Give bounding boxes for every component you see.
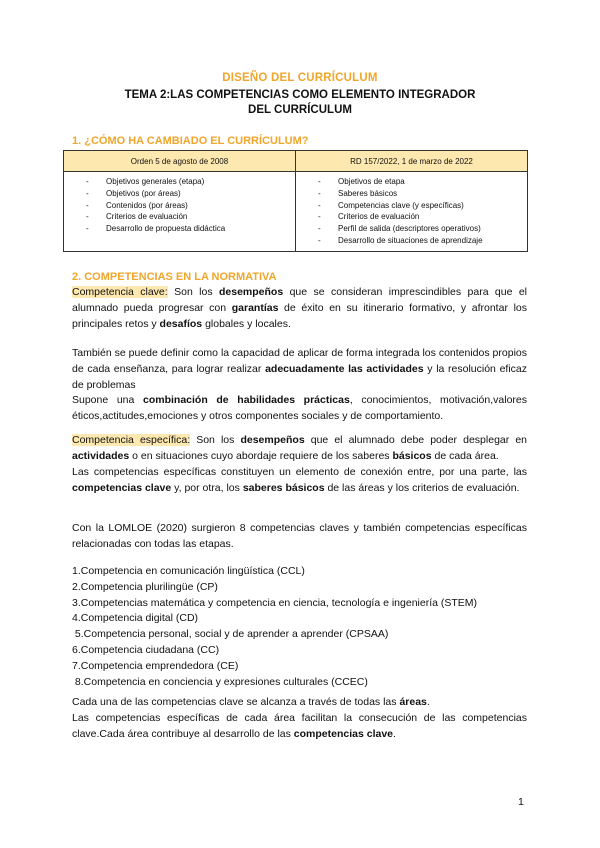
list-item: 2.Competencia plurilingüe (CP) (72, 580, 218, 593)
text-run: Cada una de las competencias clave se alcanza a través de todas las (72, 696, 400, 708)
list-item: 8.Competencia en conciencia y expresiones culturales (CCEC) (72, 675, 368, 688)
document-subtitle (0, 88, 600, 118)
table-cell-right (296, 172, 528, 252)
left-items-list (64, 176, 295, 235)
list-item: - Objetivos de etapa (296, 176, 527, 188)
list-item: - Criterios de evaluación (64, 211, 295, 223)
text-run: y, por otra, los (171, 481, 243, 494)
list-item: 7.Competencia emprendedora (CE) (72, 659, 239, 672)
bold-term: competencias clave (72, 481, 172, 494)
list-item: - Saberes básicos (296, 188, 527, 200)
bold-term: saberes básicos (242, 481, 325, 494)
subtitle-line-2: DEL CURRÍCULUM (248, 104, 352, 116)
section-1-heading: 1. ¿CÓMO HA CAMBIADO EL CURRÍCULUM? (72, 135, 309, 147)
text-run: de éxito en su itinerario formativo, y afrontar los principales retos y (72, 301, 527, 330)
text-run: de las áreas y los criterios de evaluación. (324, 481, 520, 494)
list-item: - Objetivos generales (etapa) (64, 176, 295, 188)
text-run: Supone una (72, 394, 143, 406)
text-run: Las competencias específicas de cada área facilitan la consecución de las competencias clave.Cada área contribuye al desarrollo de las (72, 712, 527, 740)
competencia-clave-label: Competencia clave: (72, 286, 168, 298)
list-item: - Desarrollo de situaciones de aprendizaje (296, 235, 527, 247)
paragraph-supone (72, 393, 527, 425)
table-header-right: RD 157/2022, 1 de marzo de 2022 (296, 151, 528, 172)
text-run: que se consideran imprescindibles para que el alumnado pueda progresar con (72, 286, 528, 314)
text-run: que el alumnado debe poder desplegar en (304, 434, 527, 446)
document-title: DISEÑO DEL CURRÍCULUM (222, 72, 378, 84)
list-item: - Competencias clave (y específicas) (296, 200, 527, 212)
bold-term: áreas (399, 696, 427, 708)
bold-term: adecuadamente las actividades (265, 362, 424, 375)
right-items-list (296, 176, 527, 247)
list-item: - Perfil de salida (descriptores operativos) (296, 223, 527, 235)
subtitle-line-1: TEMA 2:LAS COMPETENCIAS COMO ELEMENTO INTEGRADOR (124, 89, 476, 101)
section-2-heading: 2. COMPETENCIAS EN LA NORMATIVA (72, 271, 277, 283)
list-item: 1.Competencia en comunicación lingüística (CCL) (72, 565, 305, 577)
paragraph-competencia-clave (72, 285, 527, 332)
text-run: Son los (190, 434, 241, 446)
paragraph-lomloe: Con la LOMLOE (2020) surgieron 8 competencias claves y también competencias específicas relacionadas con todas las etapas. (72, 522, 527, 550)
text-run: , conocimientos, motivación,valores éticos,actitudes,emociones y otros componentes sociales y de comportamiento. (72, 394, 527, 422)
bold-term: desafíos (159, 317, 203, 330)
list-item: - Criterios de evaluación (296, 211, 527, 223)
paragraph-definicion (72, 346, 527, 393)
bold-term: desempeños (240, 434, 305, 446)
text-run: . (426, 696, 430, 708)
list-item: 4.Competencia digital (CD) (72, 612, 199, 625)
bold-term: actividades (72, 449, 130, 462)
table-header-left: Orden 5 de agosto de 2008 (64, 151, 296, 172)
paragraph-conexion (72, 465, 527, 497)
text-run: Son los (167, 286, 219, 298)
list-item: - Objetivos (por áreas) (64, 188, 295, 200)
competencias-list (72, 564, 477, 690)
table-cell-left (64, 172, 296, 252)
bold-term: competencias clave (293, 727, 394, 740)
text-run: globales y locales. (202, 317, 291, 330)
text-run: o en situaciones cuyo abordaje requiere de los saberes (129, 449, 393, 462)
list-item: 6.Competencia ciudadana (CC) (72, 643, 220, 656)
text-run: También se puede definir como la capacidad de aplicar de forma integrada los contenidos propios de cada enseñanza, para lograr realizar (72, 347, 527, 375)
text-run: Las competencias específicas constituyen un elemento de conexión entre, por una parte, las (72, 466, 527, 478)
competencia-especifica-label: Competencia específica: (72, 434, 191, 446)
bold-term: básicos (392, 449, 432, 462)
bold-term: desempeños (219, 286, 284, 298)
text-run: de cada área. (431, 449, 499, 462)
text-run: . (393, 727, 396, 740)
paragraph-competencia-especifica (72, 433, 527, 465)
list-item: - Contenidos (por áreas) (64, 200, 295, 212)
paragraph-areas (72, 695, 527, 711)
curriculum-comparison-table (63, 150, 528, 252)
bold-term: garantías (231, 301, 279, 314)
text-run: y la resolución eficaz de problemas (72, 362, 527, 391)
paragraph-contribucion (72, 711, 527, 743)
page-number: 1 (518, 796, 524, 808)
bold-term: combinación de habilidades prácticas (143, 394, 350, 406)
list-item: 3.Competencias matemática y competencia en ciencia, tecnología e ingeniería (STEM) (72, 596, 478, 609)
list-item: 5.Competencia personal, social y de aprender a aprender (CPSAA) (72, 628, 389, 641)
list-item: - Desarrollo de propuesta didáctica (64, 223, 295, 235)
